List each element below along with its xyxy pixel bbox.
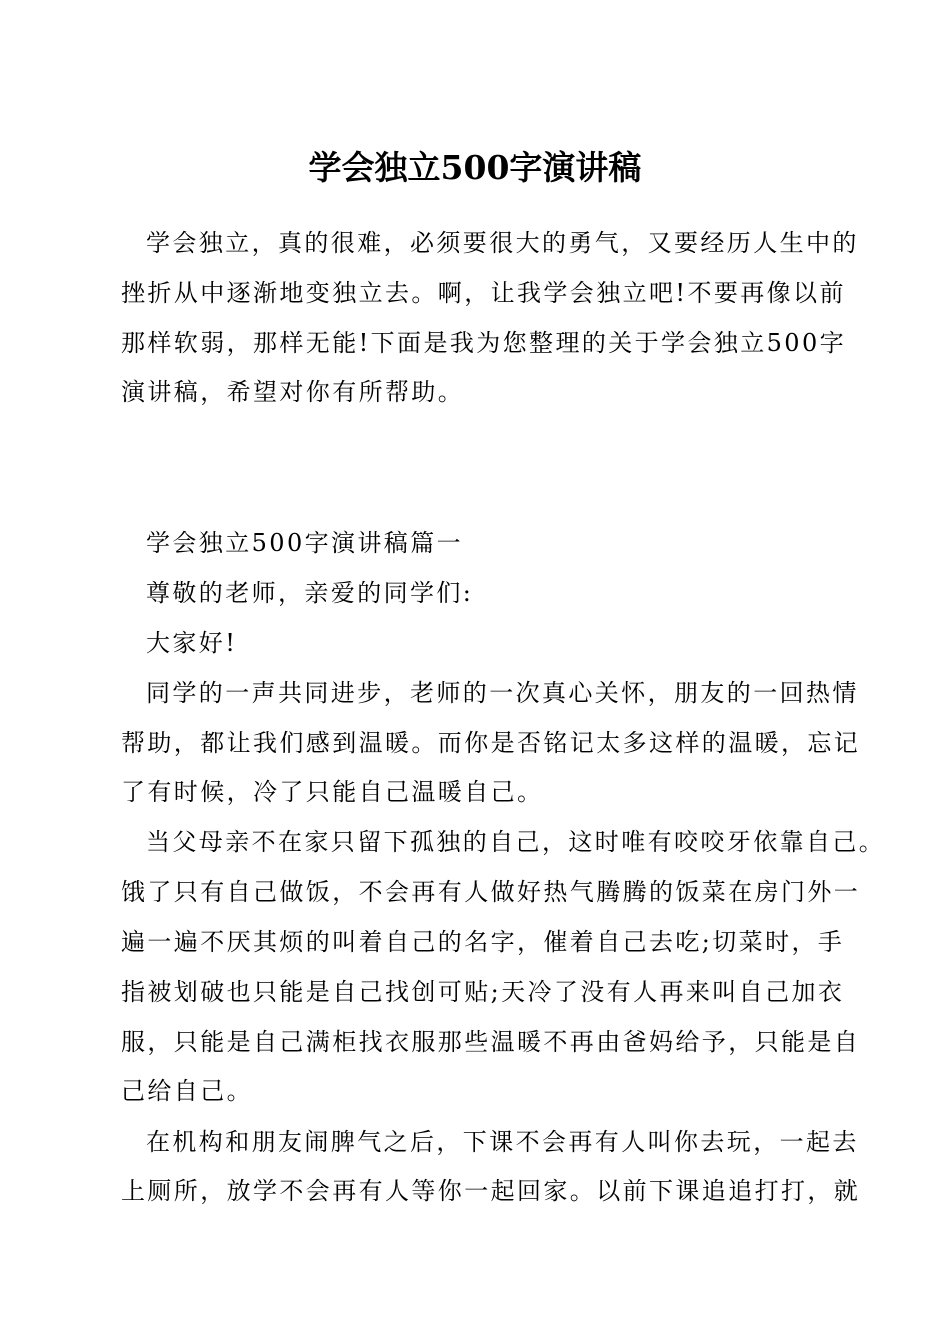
intro-line-4: 演讲稿，希望对你有所帮助。 [121, 378, 465, 406]
paragraph2-line-2: 饿了只有自己做饭，不会再有人做好热气腾腾的饭菜在房门外一 [121, 878, 861, 906]
section-heading: 学会独立500字演讲稿篇一 [146, 529, 464, 557]
paragraph2-line-5: 服，只能是自己满柜找衣服那些温暖不再由爸妈给予，只能是自 [121, 1028, 861, 1056]
paragraph2-line-3: 遍一遍不厌其烦的叫着自己的名字，催着自己去吃;切菜时，手 [121, 928, 845, 956]
greeting: 大家好! [146, 629, 238, 657]
paragraph2-line-1: 当父母亲不在家只留下孤独的自己，这时唯有咬咬牙依靠自己。 [146, 828, 886, 856]
intro-line-1: 学会独立，真的很难，必须要很大的勇气，又要经历人生中的 [146, 229, 859, 257]
paragraph2-line-4: 指被划破也只能是自己找创可贴;天冷了没有人再来叫自己加衣 [121, 978, 845, 1006]
intro-line-3: 那样软弱，那样无能!下面是我为您整理的关于学会独立500字 [121, 329, 847, 357]
document-title: 学会独立500字演讲稿 [308, 148, 642, 187]
salutation: 尊敬的老师，亲爱的同学们: [146, 579, 474, 607]
paragraph2-line-6: 己给自己。 [121, 1077, 253, 1105]
paragraph1-line-2: 帮助，都让我们感到温暖。而你是否铭记太多这样的温暖，忘记 [121, 729, 861, 757]
intro-line-2: 挫折从中逐渐地变独立去。啊，让我学会独立吧!不要再像以前 [121, 279, 846, 307]
paragraph1-line-1: 同学的一声共同进步，老师的一次真心关怀，朋友的一回热情 [146, 679, 859, 707]
paragraph3-line-2: 上厕所，放学不会再有人等你一起回家。以前下课追追打打，就 [121, 1177, 861, 1205]
paragraph1-line-3: 了有时候，冷了只能自己温暖自己。 [121, 778, 544, 806]
paragraph3-line-1: 在机构和朋友闹脾气之后，下课不会再有人叫你去玩，一起去 [146, 1128, 859, 1156]
